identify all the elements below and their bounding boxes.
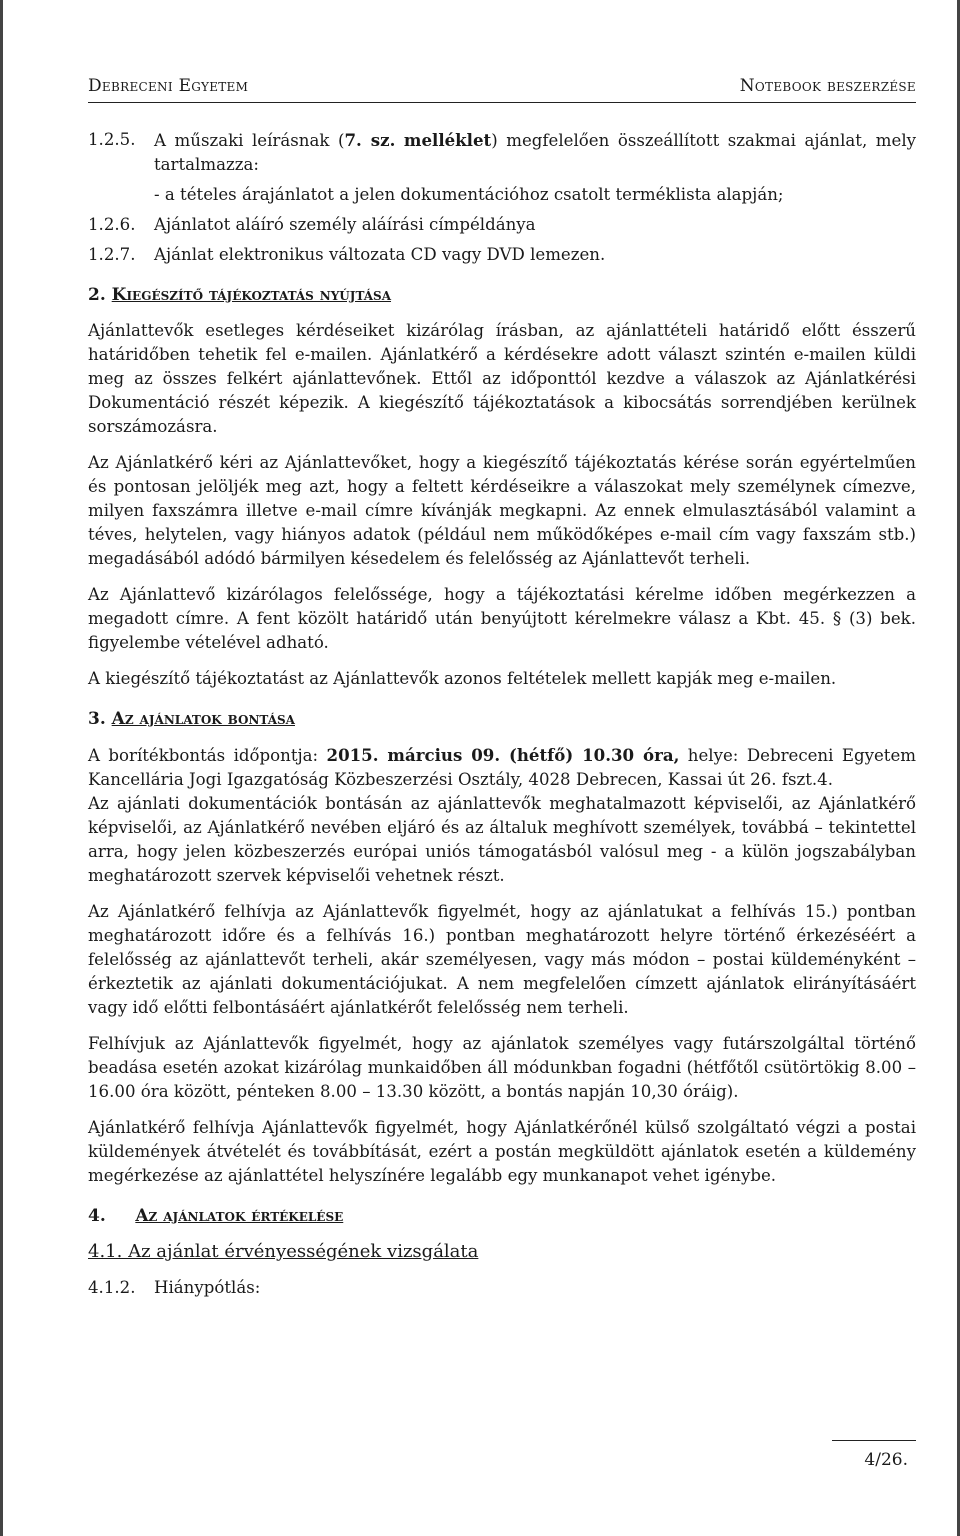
item-1-2-6: 1.2.6. Ajánlatot aláíró személy aláírási címpéldánya <box>88 215 536 234</box>
paragraph: Az ajánlati dokumentációk bontásán az ajánlattevők meghatalmazott képviselői, az Ajánlatkérő képviselői, az Ajánlatkérő nevében eljáró és az általuk meghívott személyek, továbbá – tekintettel arra, hogy jelen közbeszerzés európai uniós támogatásból valósul meg - a külön jogszabályban meghatározott szervek képviselői vehetnek részt. <box>88 794 916 885</box>
subsection-4-1: 4.1. Az ajánlat érvényességének vizsgálata <box>88 1241 479 1262</box>
footer-rule <box>832 1440 916 1441</box>
paragraph-opening-date: A borítékbontás időpontja: 2015. március 09. (hétfő) 10.30 óra, helye: Debreceni Egyetem Kancellária Jogi Igazgatóság Közbeszerzési Osztály, 4028 Debrecen, Kassai út 26. fszt.4. <box>88 745 917 789</box>
item-4-1-2: 4.1.2. Hiánypótlás: <box>88 1278 261 1297</box>
paragraph: Az Ajánlatkérő kéri az Ajánlattevőket, hogy a kiegészítő tájékoztatás kérése során egyértelműen és pontosan jelöljék meg azt, hogy a feltett kérdéseikre a válaszokat mely személynek címezve, milyen faxszámra illetve e-mail címre kívánják megkapni. Az ennek elmulasztásából valamint a téves, helytelen, vagy hiányos adatok (például nem működőképes e-mail cím vagy faxszám stb.) megadásából adódó bármilyen késedelem és felelősség az Ajánlattevőt terheli. <box>88 453 916 568</box>
item-1-2-7: 1.2.7. Ajánlat elektronikus változata CD vagy DVD lemezen. <box>88 245 606 264</box>
document-body <box>88 128 916 1300</box>
paragraph: Felhívjuk az Ajánlattevők figyelmét, hogy az ajánlatok személyes vagy futárszolgáltal történő beadása esetén azokat kizárólag munkaidőben áll módunkban fogadni (hétfőtől csütörtökig 8.00 – 16.00 óra között, pénteken 8.00 – 13.30 között, a bontás napján 10,30 óráig). <box>88 1034 916 1101</box>
section-3-heading: 3. Az ajánlatok bontása <box>88 709 295 729</box>
item-number: 1.2.5. <box>88 130 136 149</box>
page-number: 4/26. <box>864 1450 908 1470</box>
header-right: Notebook beszerzése <box>739 76 916 96</box>
section-2-heading: 2. Kiegészítő tájékoztatás nyújtása <box>88 285 392 305</box>
header-left: Debreceni Egyetem <box>88 76 249 96</box>
item-1-2-5: 1.2.5. A műszaki leírásnak (7. sz. melléklet) megfelelően összeállított szakmai ajánlat, mely tartalmazza: <box>88 130 916 174</box>
page-right-border <box>954 0 960 1536</box>
paragraph: Az Ajánlatkérő felhívja az Ajánlattevők figyelmét, hogy az ajánlatukat a felhívás 15.) pontban meghatározott időre és a felhívás 16.) pontban meghatározott helyre történő érkezéséért a felelősség az ajánlattevőt terheli, akár személyesen, vagy más módon – postai küldeményként – érkeztetik az ajánlati dokumentációjukat. A nem megfelelően címzett ajánlatok elirányításáért vagy idő előtti felbontásáért ajánlatkérőt felelősség nem terheli. <box>88 902 916 1017</box>
dash-line: - a tételes árajánlatot a jelen dokumentációhoz csatolt terméklista alapján; <box>154 185 784 204</box>
page-left-border <box>0 0 6 1536</box>
paragraph: Ajánlattevők esetleges kérdéseiket kizárólag írásban, az ajánlattételi határidő előtt ésszerű határidőben tehetik fel e-mailen. Ajánlatkérő a kérdésekre adott választ szintén e-mailen küldi meg az összes felkért ajánlattevőnek. Ettől az időponttól kezdve a válaszok az Ajánlatkérési Dokumentáció részét képezik. A kiegészítő tájékoztatások a kibocsátás sorrendjében kerülnek sorszámozásra. <box>88 321 916 436</box>
paragraph: A kiegészítő tájékoztatást az Ajánlattevők azonos feltételek mellett kapják meg e-mailen. <box>88 669 837 688</box>
paragraph: Az Ajánlattevő kizárólagos felelőssége, hogy a tájékoztatási kérelme időben megérkezzen a megadott címre. A fent közölt határidő után benyújtott kérelmekre válasz a Kbt. 45. § (3) bek. figyelembe vételével adható. <box>88 585 916 652</box>
paragraph: Ajánlatkérő felhívja Ajánlattevők figyelmét, hogy Ajánlatkérőnél külső szolgáltató végzi a postai küldemények átvételét és továbbítását, ezért a postán megküldött ajánlatok esetén a küldemény megérkezése az ajánlattétel helyszínére legalább egy munkanapot vehet igénybe. <box>88 1118 916 1185</box>
section-4-heading: 4. Az ajánlatok értékelése <box>88 1206 344 1226</box>
page-header <box>88 72 916 103</box>
